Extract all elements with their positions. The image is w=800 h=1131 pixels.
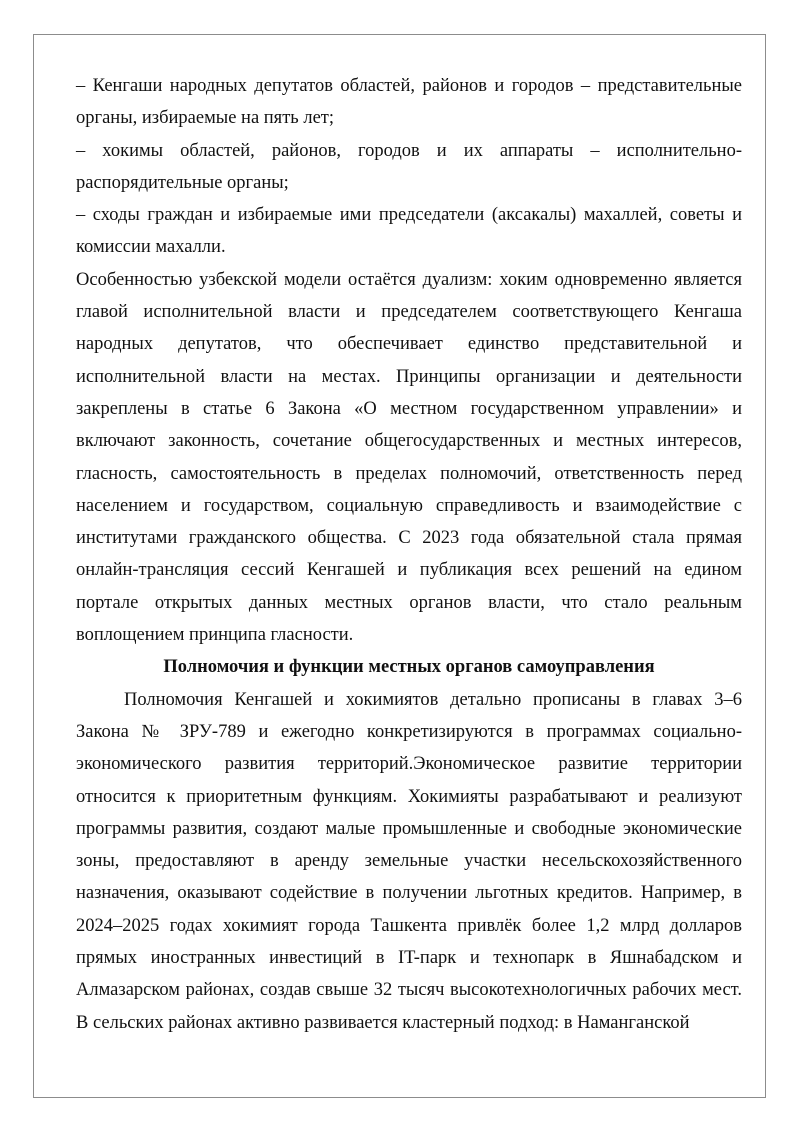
document-body (76, 70, 742, 1039)
list-item-hokims: – хокимы областей, районов, городов и их аппараты – исполнительно-распорядительные органы; (76, 140, 742, 193)
list-item-kengashi: – Кенгаши народных депутатов областей, районов и городов – представительные органы, избираемые на пять лет; (76, 76, 742, 129)
list-item-citizen-assemblies: – сходы граждан и избираемые ими председатели (аксакалы) махаллей, советы и комиссии махалли. (76, 205, 742, 258)
paragraph-powers: Полномочия Кенгашей и хокимиятов детально прописаны в главах 3–6 Закона № ЗРУ-789 и ежегодно конкретизируются в программах социально-экономического развития территорий.Экономическое развитие территории относится к приоритетным функциям. Хокимияты разрабатывают и реализуют программы развития, создают малые промышленные и свободные экономические зоны, предоставляют в аренду земельные участки несельскохозяйственного назначения, оказывают содействие в получении льготных кредитов. Например, в 2024–2025 годах хокимият города Ташкента привлёк более 1,2 млрд долларов прямых иностранных инвестиций в IT-парк и технопарк в Яшнабадском и Алмазарском районах, создав свыше 32 тысяч высокотехнологичных рабочих мест. В сельских районах активно развивается кластерный подход: в Наманганской (76, 689, 742, 1033)
paragraph-dualism: Особенностью узбекской модели остаётся дуализм: хоким одновременно является главой исполнительной власти и председателем соответствующего Кенгаша народных депутатов, что обеспечивает единство представительной и исполнительной власти на местах. Принципы организации и деятельности закреплены в статье 6 Закона «О местном государственном управлении» и включают законность, сочетание общегосударственных и местных интересов, гласность, самостоятельность в пределах полномочий, ответственность перед населением и государством, социальную справедливость и взаимодействие с институтами гражданского общества. С 2023 года обязательной стала прямая онлайн-трансляция сессий Кенгашей и публикация всех решений на едином портале открытых данных местных органов власти, что стало реальным воплощением принципа гласности. (76, 269, 742, 646)
section-heading: Полномочия и функции местных органов самоуправления (163, 657, 655, 678)
